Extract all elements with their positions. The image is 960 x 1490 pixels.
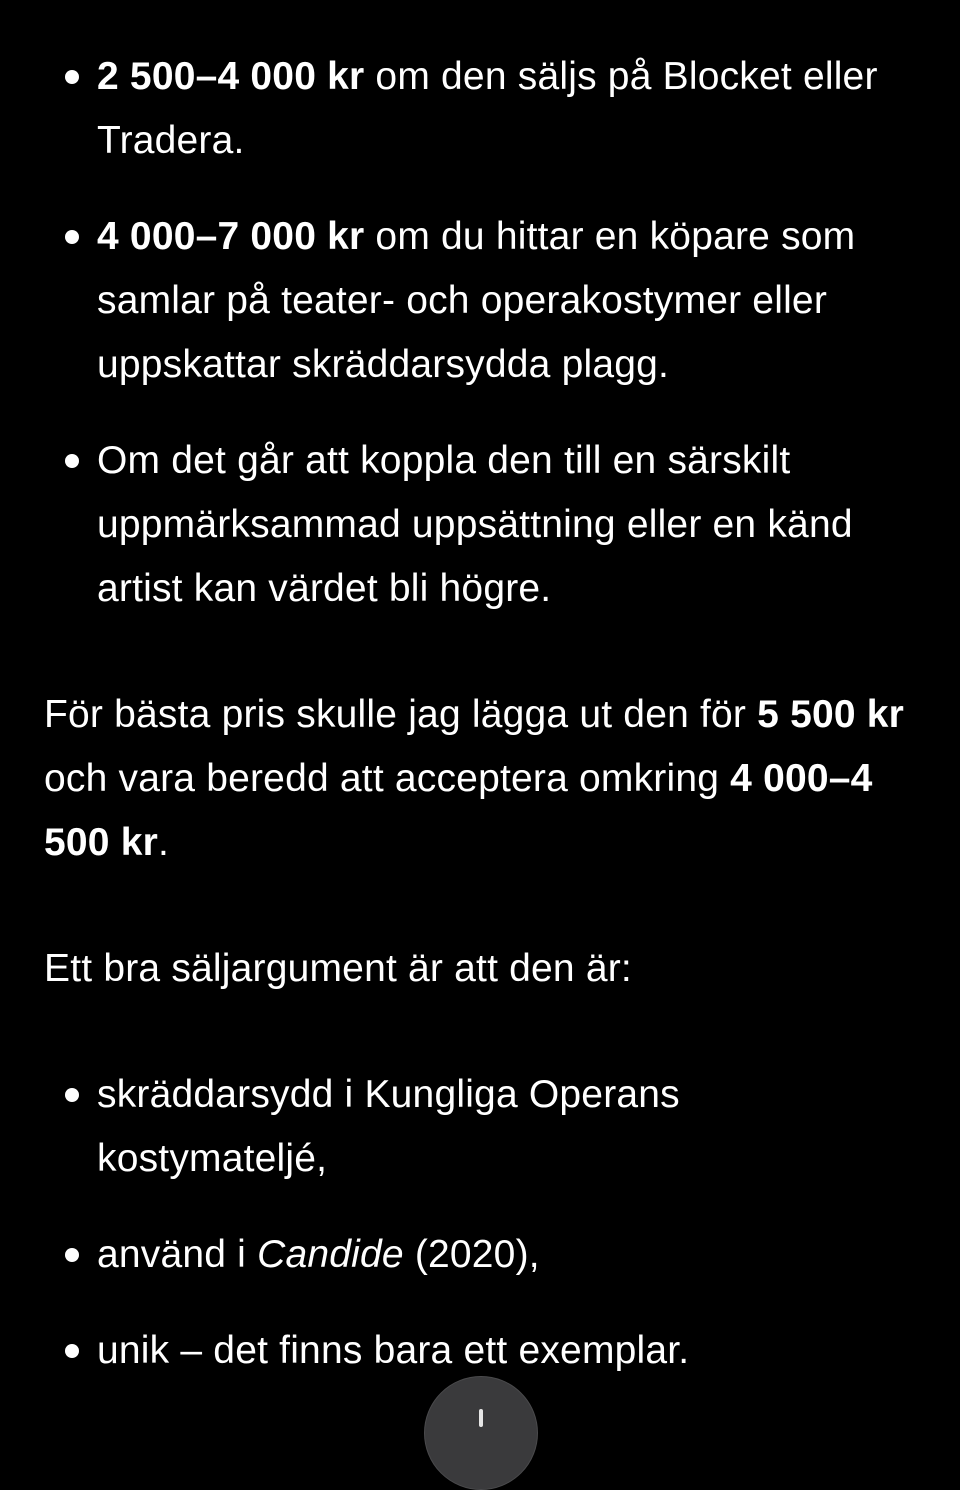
price-range-text: om den säljs på Blocket eller Tradera. xyxy=(97,55,878,162)
list-item xyxy=(44,45,914,173)
recommendation-text: För bästa pris skulle jag lägga ut den för xyxy=(44,693,758,736)
list-item xyxy=(44,429,914,621)
list-item xyxy=(44,205,914,397)
price-range-bold: 2 500–4 000 kr xyxy=(97,55,365,98)
sales-argument-text: (2020), xyxy=(403,1233,540,1276)
list-item xyxy=(44,1223,914,1287)
production-title: Candide xyxy=(257,1233,404,1276)
sales-argument-intro: Ett bra säljargument är att den är: xyxy=(44,947,632,990)
price-range-bold: 4 000–7 000 kr xyxy=(97,215,365,258)
list-item xyxy=(44,1063,914,1191)
recommendation-text: . xyxy=(157,821,170,864)
sales-argument-text: unik – det finns bara ett exemplar. xyxy=(97,1329,690,1372)
sales-argument-text: skräddarsydd i Kungliga Operans kostymateljé, xyxy=(97,1073,680,1180)
arrow-down-icon xyxy=(479,1409,483,1427)
chat-message-content xyxy=(44,45,914,1383)
list-item xyxy=(44,1319,914,1383)
accepted-price-range: 4 000–4 500 kr xyxy=(44,757,873,864)
price-range-list xyxy=(44,45,914,621)
price-range-text: om du hittar en köpare som samlar på teater- och operakostymer eller uppskattar skräddarsydda plagg. xyxy=(97,215,856,386)
scroll-to-bottom-button[interactable] xyxy=(424,1376,538,1490)
recommendation-paragraph xyxy=(44,683,914,875)
sales-argument-text: använd i xyxy=(97,1233,258,1276)
price-range-text: Om det går att koppla den till en särskilt uppmärksammad uppsättning eller en känd artist kan värdet bli högre. xyxy=(97,439,853,610)
recommendation-text: och vara beredd att acceptera omkring xyxy=(44,757,731,800)
sales-argument-list xyxy=(44,1063,914,1383)
recommended-price: 5 500 kr xyxy=(757,693,905,736)
